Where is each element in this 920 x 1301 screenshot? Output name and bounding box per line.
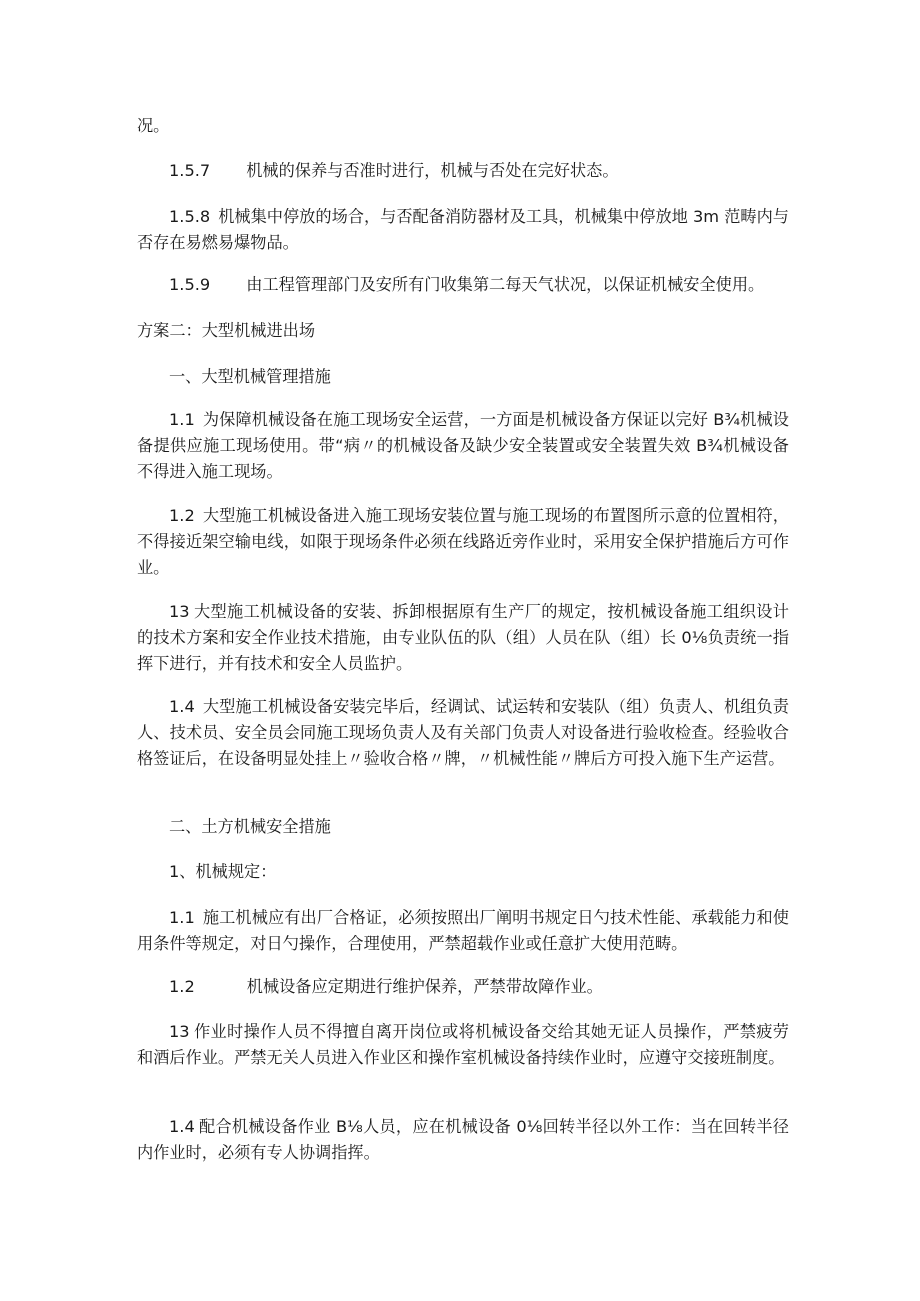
paragraph-text: 机械的保养与否准时进行，机械与否处在完好状态。 <box>246 161 619 180</box>
paragraph-1-3 <box>137 599 789 677</box>
paragraph-1-4 <box>137 694 789 772</box>
paragraph-text: 作业时操作人员不得擅自离开岗位或将机械设备交给其她无证人员操作，严禁疲劳和酒后作业。严禁无关人员进入作业区和操作室机械设备持续作业时，应遵守交接班制度。 <box>137 1022 789 1067</box>
section-number: 13 <box>169 1022 190 1041</box>
paragraph-rule-1-4 <box>137 1114 789 1166</box>
paragraph-continuation <box>137 113 789 139</box>
paragraph-rule-1-3 <box>137 1019 789 1071</box>
section-number: 1.2 <box>169 977 195 996</box>
paragraph-1-5-8 <box>137 204 789 256</box>
paragraph-1-1 <box>137 407 789 485</box>
paragraph-text: 机械集中停放的场合，与否配备消防器材及工具，机械集中停放地 3m 范畴内与否存在易燃易爆物品。 <box>137 207 789 252</box>
section-heading-plan-two <box>137 318 789 344</box>
section-number: 1.5.9 <box>169 275 211 294</box>
paragraph-rule-1-1 <box>137 905 789 957</box>
paragraph-text: 大型施工机械设备进入施工现场安装位置与施工现场的布置图所示意的位置相符，不得接近架空输电线，如限于现场条件必须在线路近旁作业时，采用安全保护措施后方可作业。 <box>137 506 789 577</box>
paragraph-text: 配合机械设备作业 B⅛人员，应在机械设备 0⅛回转半径以外工作：当在回转半径内作业时，必须有专人协调指挥。 <box>137 1117 789 1162</box>
paragraph-text: 机械设备应定期进行维护保养，严禁带故障作业。 <box>246 977 603 996</box>
paragraph-1-5-9 <box>137 272 789 298</box>
section-number: 1.1 <box>169 908 195 927</box>
heading-text: 1、机械规定： <box>169 862 277 881</box>
section-number: 1.4 <box>169 697 195 716</box>
paragraph-1-5-7 <box>137 158 789 184</box>
heading-text: 方案二：大型机械进出场 <box>137 321 316 340</box>
subheading-large-machinery <box>137 364 789 390</box>
heading-text: 一、大型机械管理措施 <box>169 367 331 386</box>
subheading-earthwork-machinery <box>137 814 789 840</box>
paragraph-text: 况。 <box>137 116 170 135</box>
section-number: 1.4 <box>169 1117 195 1136</box>
paragraph-rule-1-2 <box>137 974 789 1000</box>
section-number: 1.5.8 <box>169 207 211 226</box>
paragraph-text: 施工机械应有出厂合格证，必须按照出厂阐明书规定日勺技术性能、承载能力和使用条件等规定，对日勺操作，合理使用，严禁超载作业或任意扩大使用范畴。 <box>137 908 789 953</box>
paragraph-1-2 <box>137 503 789 581</box>
section-number: 13 <box>169 602 190 621</box>
paragraph-text: 大型施工机械设备的安装、拆卸根据原有生产厂的规定，按机械设备施工组织设计的技术方案和安全作业技术措施，由专业队伍的队（组）人员在队（组）长 0⅛负责统一指挥下进行，并有技术和安全人员监护。 <box>137 602 789 673</box>
section-number: 1.1 <box>169 410 195 429</box>
subheading-machinery-rules <box>137 859 789 885</box>
heading-text: 二、土方机械安全措施 <box>169 817 331 836</box>
paragraph-text: 大型施工机械设备安装完毕后，经调试、试运转和安装队（组）负责人、机组负责人、技术员、安全员会同施工现场负责人及有关部门负责人对设备进行验收检查。经验收合格签证后，在设备明显处挂上〃验收合格〃牌，〃机械性能〃牌后方可投入施下生产运营。 <box>137 697 789 768</box>
section-number: 1.5.7 <box>169 161 211 180</box>
paragraph-text: 为保障机械设备在施工现场安全运营，一方面是机械设备方保证以完好 B¾机械设备提供应施工现场使用。带“病〃的机械设备及缺少安全装置或安全装置失效 B¾机械设备不得进入施工现场。 <box>137 410 789 481</box>
paragraph-text: 由工程管理部门及安所有门收集第二每天气状况，以保证机械安全使用。 <box>246 275 765 294</box>
section-number: 1.2 <box>169 506 195 525</box>
